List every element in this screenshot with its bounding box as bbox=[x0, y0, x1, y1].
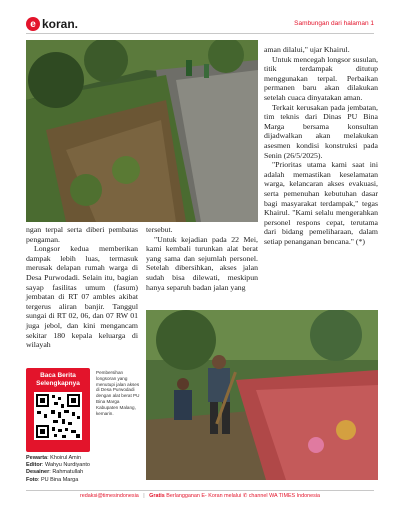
page-header bbox=[0, 0, 400, 36]
continuation-label: Sambungan dari halaman 1 bbox=[294, 20, 374, 27]
article-right-column bbox=[264, 45, 378, 246]
photo-caption: Pembersihan longsoran yang menutupi jalan akses di Desa Purwodadi dengan alat berat PU Bina Marga Kabupaten Malang, kemarin. bbox=[96, 370, 140, 416]
article-middle-column bbox=[146, 225, 258, 292]
page-footer: redaksi@timesindonesia | Gratis Berlangganan E- Koran melalui ✆ channel WA TIMES Indonesia bbox=[79, 493, 321, 499]
paragraph: "Prioritas utama kami saat ini adalah memastikan keselamatan warga, kelancaran akses evakuasi, serta pemenuhan kebutuhan dasar bagi masyarakat terdampak," tegas Khairul. "Kami selalu mengerahkan personel respons cepat, terutama dari bidang pemeliharaan, dalam setiap penanganan bencana." (*) bbox=[264, 160, 378, 246]
footer-email[interactable]: redaksi@timesindonesia bbox=[79, 493, 139, 499]
credit-line: Pewarta: Khoirul Amin bbox=[26, 455, 82, 461]
credit-line: Foto: PU Bina Marga bbox=[26, 476, 79, 483]
credit-line: Desainer: Rahmatullah bbox=[26, 469, 84, 476]
qr-code[interactable] bbox=[34, 392, 82, 440]
footer-divider bbox=[26, 490, 374, 491]
whatsapp-icon: ✆ bbox=[242, 493, 248, 499]
footer-channel-link[interactable]: channel WA TIMES Indonesia bbox=[248, 493, 321, 499]
article-left-column bbox=[26, 225, 138, 350]
header-divider bbox=[26, 33, 374, 34]
ekoran-logo[interactable] bbox=[26, 16, 78, 32]
paragraph: Terkait kerusakan pada jembatan, tim teknis dari Dinas PU Bina Marga bersama konsultan dijadwalkan akan melakukan asesmen kondisi konstruksi pada Senin (26/5/2025). bbox=[264, 102, 378, 160]
workers-clearing-photo bbox=[146, 310, 378, 480]
footer-promo-text: Berlangganan E- Koran melalui bbox=[166, 493, 242, 499]
logo-e-badge: e bbox=[26, 17, 40, 31]
qr-code-icon bbox=[34, 392, 82, 440]
paragraph: "Untuk kejadian pada 22 Mei, kami kembali turunkan alat berat yang sama dan sejumlah personel. Setelah dibersihkan, akses jalan sudah bisa dilewati, meskipun hanya separuh badan jalan yang bbox=[146, 234, 258, 292]
read-more-title: Baca Berita Selengkapnya bbox=[36, 372, 80, 387]
credit-line: Editor: Wahyu Nurdiyanto bbox=[26, 462, 90, 469]
paragraph: ngan terpal serta diberi pembatas pengaman. bbox=[26, 225, 138, 244]
paragraph: tersebut. bbox=[146, 225, 173, 234]
read-more-box bbox=[26, 368, 138, 452]
paragraph: Longsor kedua memberikan dampak lebih luas, termasuk merusak delapan rumah warga di Desa Purwodadi. Selain itu, bagian sayap fasilitas umum (fasum) jembatan di RT 07 ambles akibat tergerus aliran banjir. Tanggul sungai di RT 02, 06, dan 07 RW 01 juga jebol, dan kini mengancam sekitar 180 kepala keluarga di wilayah bbox=[26, 244, 138, 350]
read-more-panel[interactable] bbox=[26, 368, 90, 452]
footer-promo-prefix: Gratis bbox=[149, 493, 165, 499]
paragraph: aman dilalui," ujar Khairul. bbox=[264, 45, 350, 54]
landslide-road-photo bbox=[26, 40, 258, 222]
credits bbox=[26, 455, 138, 484]
paragraph: Untuk mencegah longsor susulan, titik terdampak ditutup menggunakan terpal. Perbaikan permanen baru akan dilakukan setelah cuaca dinyatakan aman. bbox=[264, 54, 378, 102]
logo-text: koran. bbox=[42, 17, 79, 31]
